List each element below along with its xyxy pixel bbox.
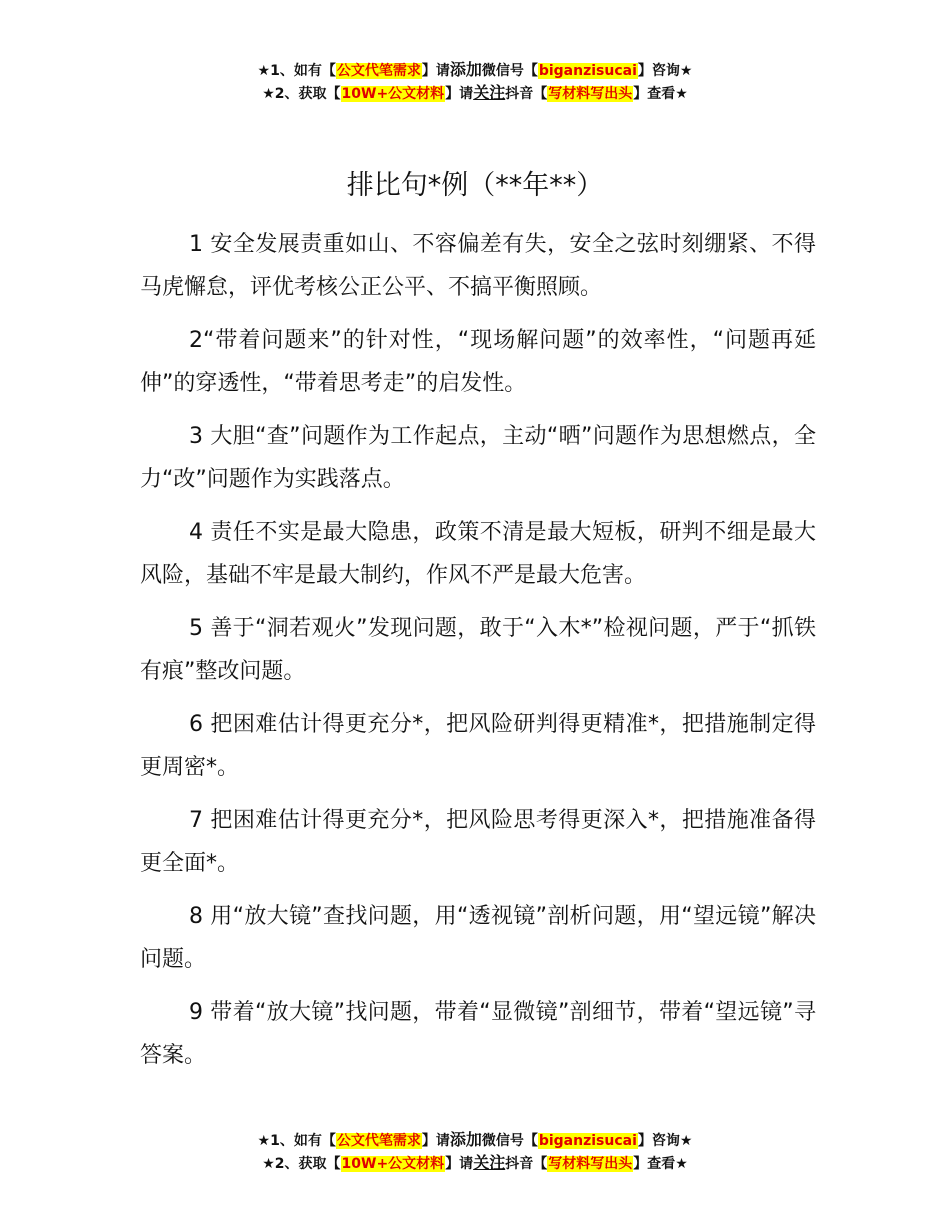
highlight-wechat-id: biganzisucai <box>538 63 637 79</box>
paragraph-5: 5 善于“洞若观火”发现问题，敢于“入木*”检视问题，严于“抓铁有痕”整改问题。 <box>140 616 816 684</box>
document-body <box>140 223 816 1087</box>
highlight-service: 公文代笔需求 <box>336 1133 421 1149</box>
paragraph-9: 9 带着“放大镜”找问题，带着“显微镜”剖细节，带着“望远镜”寻答案。 <box>140 1000 816 1068</box>
highlight-douyin: 写材料写出头 <box>548 1156 633 1172</box>
highlight-wechat-id: biganzisucai <box>538 1133 637 1149</box>
paragraph-7: 7 把困难估计得更充分*，把风险思考得更深入*，把措施准备得更全面*。 <box>140 808 816 876</box>
highlight-service: 公文代笔需求 <box>336 63 421 79</box>
paragraph-1: 1 安全发展责重如山、不容偏差有失，安全之弦时刻绷紧、不得马虎懈怠，评优考核公正公平、不搞平衡照顾。 <box>140 232 816 300</box>
footer-promo-banner <box>0 1129 950 1175</box>
highlight-materials: 10W+公文材料 <box>341 86 445 102</box>
promo-line-2: ★2、获取【10W+公文材料】请关注抖音【写材料写出头】查看★ <box>262 83 688 102</box>
paragraph-2: 2“带着问题来”的针对性，“现场解问题”的效率性，“问题再延伸”的穿透性，“带着思考走”的启发性。 <box>140 328 816 396</box>
promo-line-1: ★1、如有【公文代笔需求】请添加微信号【biganzisucai】咨询★ <box>257 1130 693 1149</box>
highlight-materials: 10W+公文材料 <box>341 1156 445 1172</box>
highlight-douyin: 写材料写出头 <box>548 86 633 102</box>
paragraph-8: 8 用“放大镜”查找问题，用“透视镜”剖析问题，用“望远镜”解决问题。 <box>140 904 816 972</box>
promo-line-1: ★1、如有【公文代笔需求】请添加微信号【biganzisucai】咨询★ <box>257 60 693 79</box>
header-promo-banner <box>0 59 950 105</box>
promo-line-2: ★2、获取【10W+公文材料】请关注抖音【写材料写出头】查看★ <box>262 1153 688 1172</box>
paragraph-3: 3 大胆“查”问题作为工作起点，主动“晒”问题作为思想燃点，全力“改”问题作为实践落点。 <box>140 424 816 492</box>
paragraph-6: 6 把困难估计得更充分*，把风险研判得更精准*，把措施制定得更周密*。 <box>140 712 816 780</box>
paragraph-4: 4 责任不实是最大隐患，政策不清是最大短板，研判不细是最大风险，基础不牢是最大制约，作风不严是最大危害。 <box>140 520 816 588</box>
document-title: 排比句*例（**年**） <box>346 170 604 201</box>
